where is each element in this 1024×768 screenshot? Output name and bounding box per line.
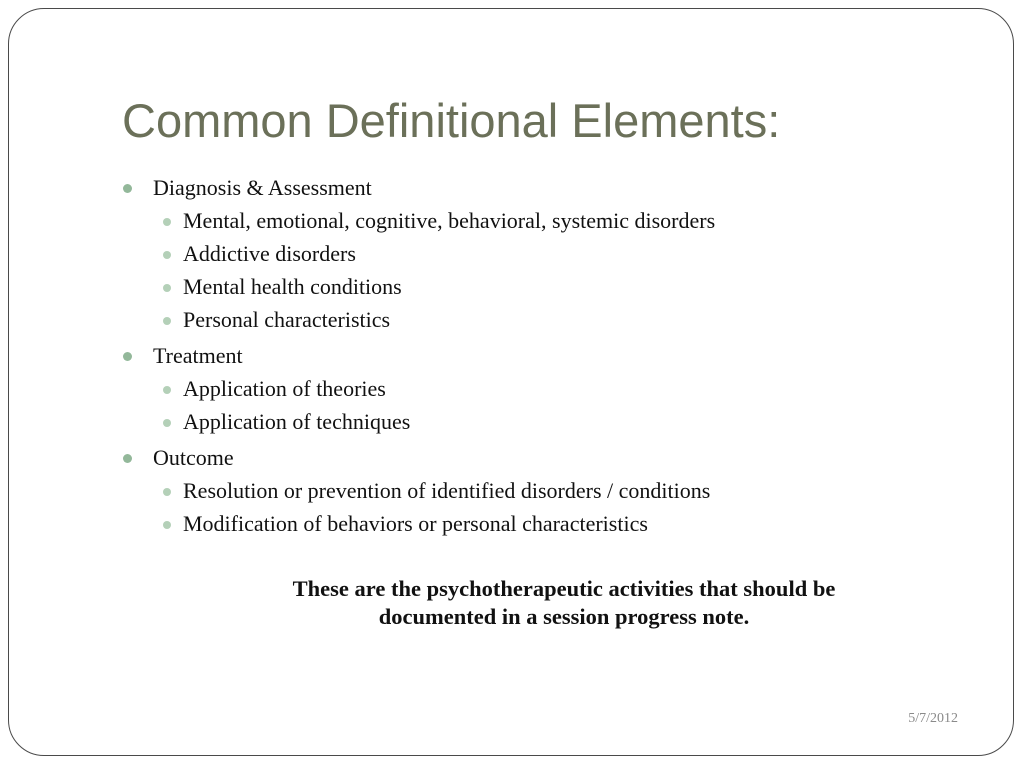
bullet-heading: Outcome bbox=[153, 445, 234, 470]
sub-bullet-text: Resolution or prevention of identified disorders / conditions bbox=[183, 478, 711, 503]
sub-bullet bbox=[121, 270, 981, 303]
sub-bullet-dot-icon bbox=[163, 521, 171, 529]
sub-bullet-text: Application of theories bbox=[183, 376, 386, 401]
sub-bullet-text: Mental health conditions bbox=[183, 274, 402, 299]
bullet-heading: Treatment bbox=[153, 343, 243, 368]
sub-bullet bbox=[121, 237, 981, 270]
sub-bullet bbox=[121, 204, 981, 237]
sub-bullet-dot-icon bbox=[163, 284, 171, 292]
bullet-diagnosis-assessment bbox=[121, 171, 981, 204]
slide-date: 5/7/2012 bbox=[908, 711, 958, 726]
closing-note-line: documented in a session progress note. bbox=[378, 604, 750, 629]
sub-bullet-text: Addictive disorders bbox=[183, 241, 356, 266]
sub-bullet-text: Personal characteristics bbox=[183, 307, 391, 332]
bullet-treatment bbox=[121, 339, 981, 372]
sub-bullet bbox=[121, 474, 981, 507]
closing-note-line: These are the psychotherapeutic activities that should be bbox=[292, 576, 836, 601]
sub-bullet bbox=[121, 507, 981, 540]
sub-bullet-text: Mental, emotional, cognitive, behavioral, systemic disorders bbox=[183, 208, 716, 233]
sub-bullet-dot-icon bbox=[163, 251, 171, 259]
sub-bullet bbox=[121, 303, 981, 336]
sub-bullet bbox=[121, 405, 981, 438]
bullet-dot-icon bbox=[123, 454, 132, 463]
sub-bullet-text: Application of techniques bbox=[183, 409, 411, 434]
sub-bullet-dot-icon bbox=[163, 218, 171, 226]
slide-frame bbox=[8, 8, 1014, 756]
sub-bullet-dot-icon bbox=[163, 317, 171, 325]
bullet-heading: Diagnosis & Assessment bbox=[153, 175, 372, 200]
closing-note bbox=[179, 575, 949, 631]
bullet-list bbox=[121, 171, 981, 540]
bullet-dot-icon bbox=[123, 184, 132, 193]
sub-bullet bbox=[121, 372, 981, 405]
bullet-outcome bbox=[121, 441, 981, 474]
bullet-dot-icon bbox=[123, 352, 132, 361]
sub-bullet-dot-icon bbox=[163, 386, 171, 394]
sub-bullet-dot-icon bbox=[163, 419, 171, 427]
slide-title: Common Definitional Elements: bbox=[122, 94, 781, 147]
sub-bullet-text: Modification of behaviors or personal characteristics bbox=[183, 511, 648, 536]
sub-bullet-dot-icon bbox=[163, 488, 171, 496]
